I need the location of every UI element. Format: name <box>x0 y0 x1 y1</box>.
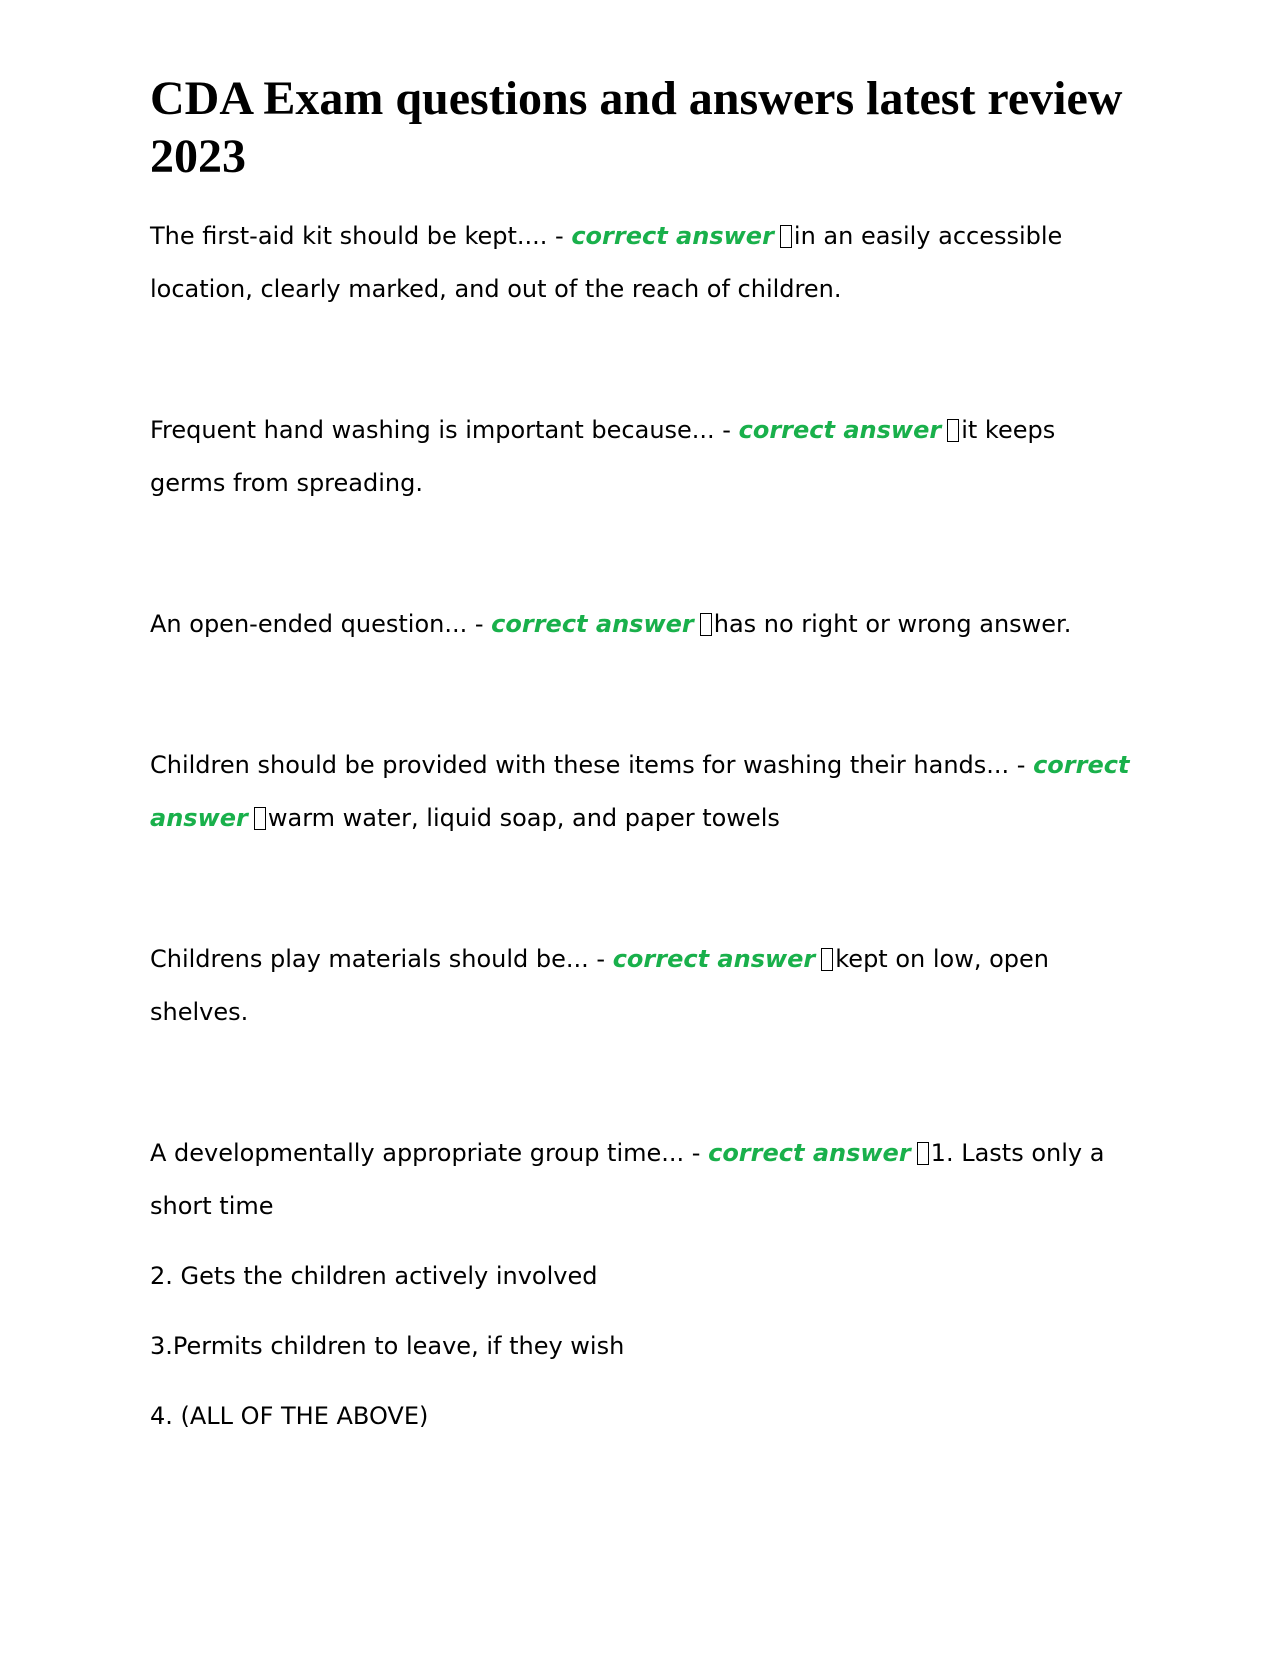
answer-list-line: 2. Gets the children actively involved <box>150 1262 598 1290</box>
answer-list-line: 4. (ALL OF THE ABOVE) <box>150 1402 429 1430</box>
qa-item <box>150 739 1130 845</box>
correct-answer-label: correct answer <box>738 416 942 444</box>
answer-text: has no right or wrong answer. <box>713 610 1072 638</box>
question-text: An open-ended question... - <box>150 610 492 638</box>
answer-text: kept on low, open shelves. <box>150 945 1050 1026</box>
question-text: Frequent hand washing is important because... - <box>150 416 739 444</box>
question-text: The first-aid kit should be kept.... - <box>150 222 572 250</box>
box-glyph-icon <box>821 948 833 971</box>
qa-item <box>150 404 1130 510</box>
correct-answer-label: correct answer <box>708 1139 911 1167</box>
box-glyph-icon <box>254 807 266 830</box>
qa-item <box>150 210 1130 316</box>
box-glyph-icon <box>917 1142 929 1165</box>
question-text: Children should be provided with these items for washing their hands... - <box>150 751 1034 779</box>
qa-item <box>150 1127 1130 1233</box>
question-text: Childrens play materials should be... - <box>150 945 613 973</box>
answer-list-line: 3.Permits children to leave, if they wish <box>150 1332 625 1360</box>
correct-answer-label: correct answer <box>612 945 816 973</box>
answer-text: warm water, liquid soap, and paper towels <box>267 804 780 832</box>
qa-item <box>150 598 1130 651</box>
correct-answer-label: correct answer <box>571 222 774 250</box>
document-title: CDA Exam questions and answers latest review 2023 <box>150 72 1123 183</box>
answer-text: in an easily accessible location, clearly marked, and out of the reach of children. <box>150 222 1063 303</box>
box-glyph-icon <box>947 419 959 442</box>
answer-text: it keeps germs from spreading. <box>150 416 1056 497</box>
correct-answer-label: correct answer <box>150 751 1130 832</box>
question-text: A developmentally appropriate group time... - <box>150 1139 709 1167</box>
box-glyph-icon <box>780 225 792 248</box>
answer-text: 1. Lasts only a short time <box>150 1139 1105 1220</box>
correct-answer-label: correct answer <box>491 610 694 638</box>
qa-item <box>150 933 1130 1039</box>
box-glyph-icon <box>700 613 712 636</box>
document-page <box>150 70 1130 1460</box>
